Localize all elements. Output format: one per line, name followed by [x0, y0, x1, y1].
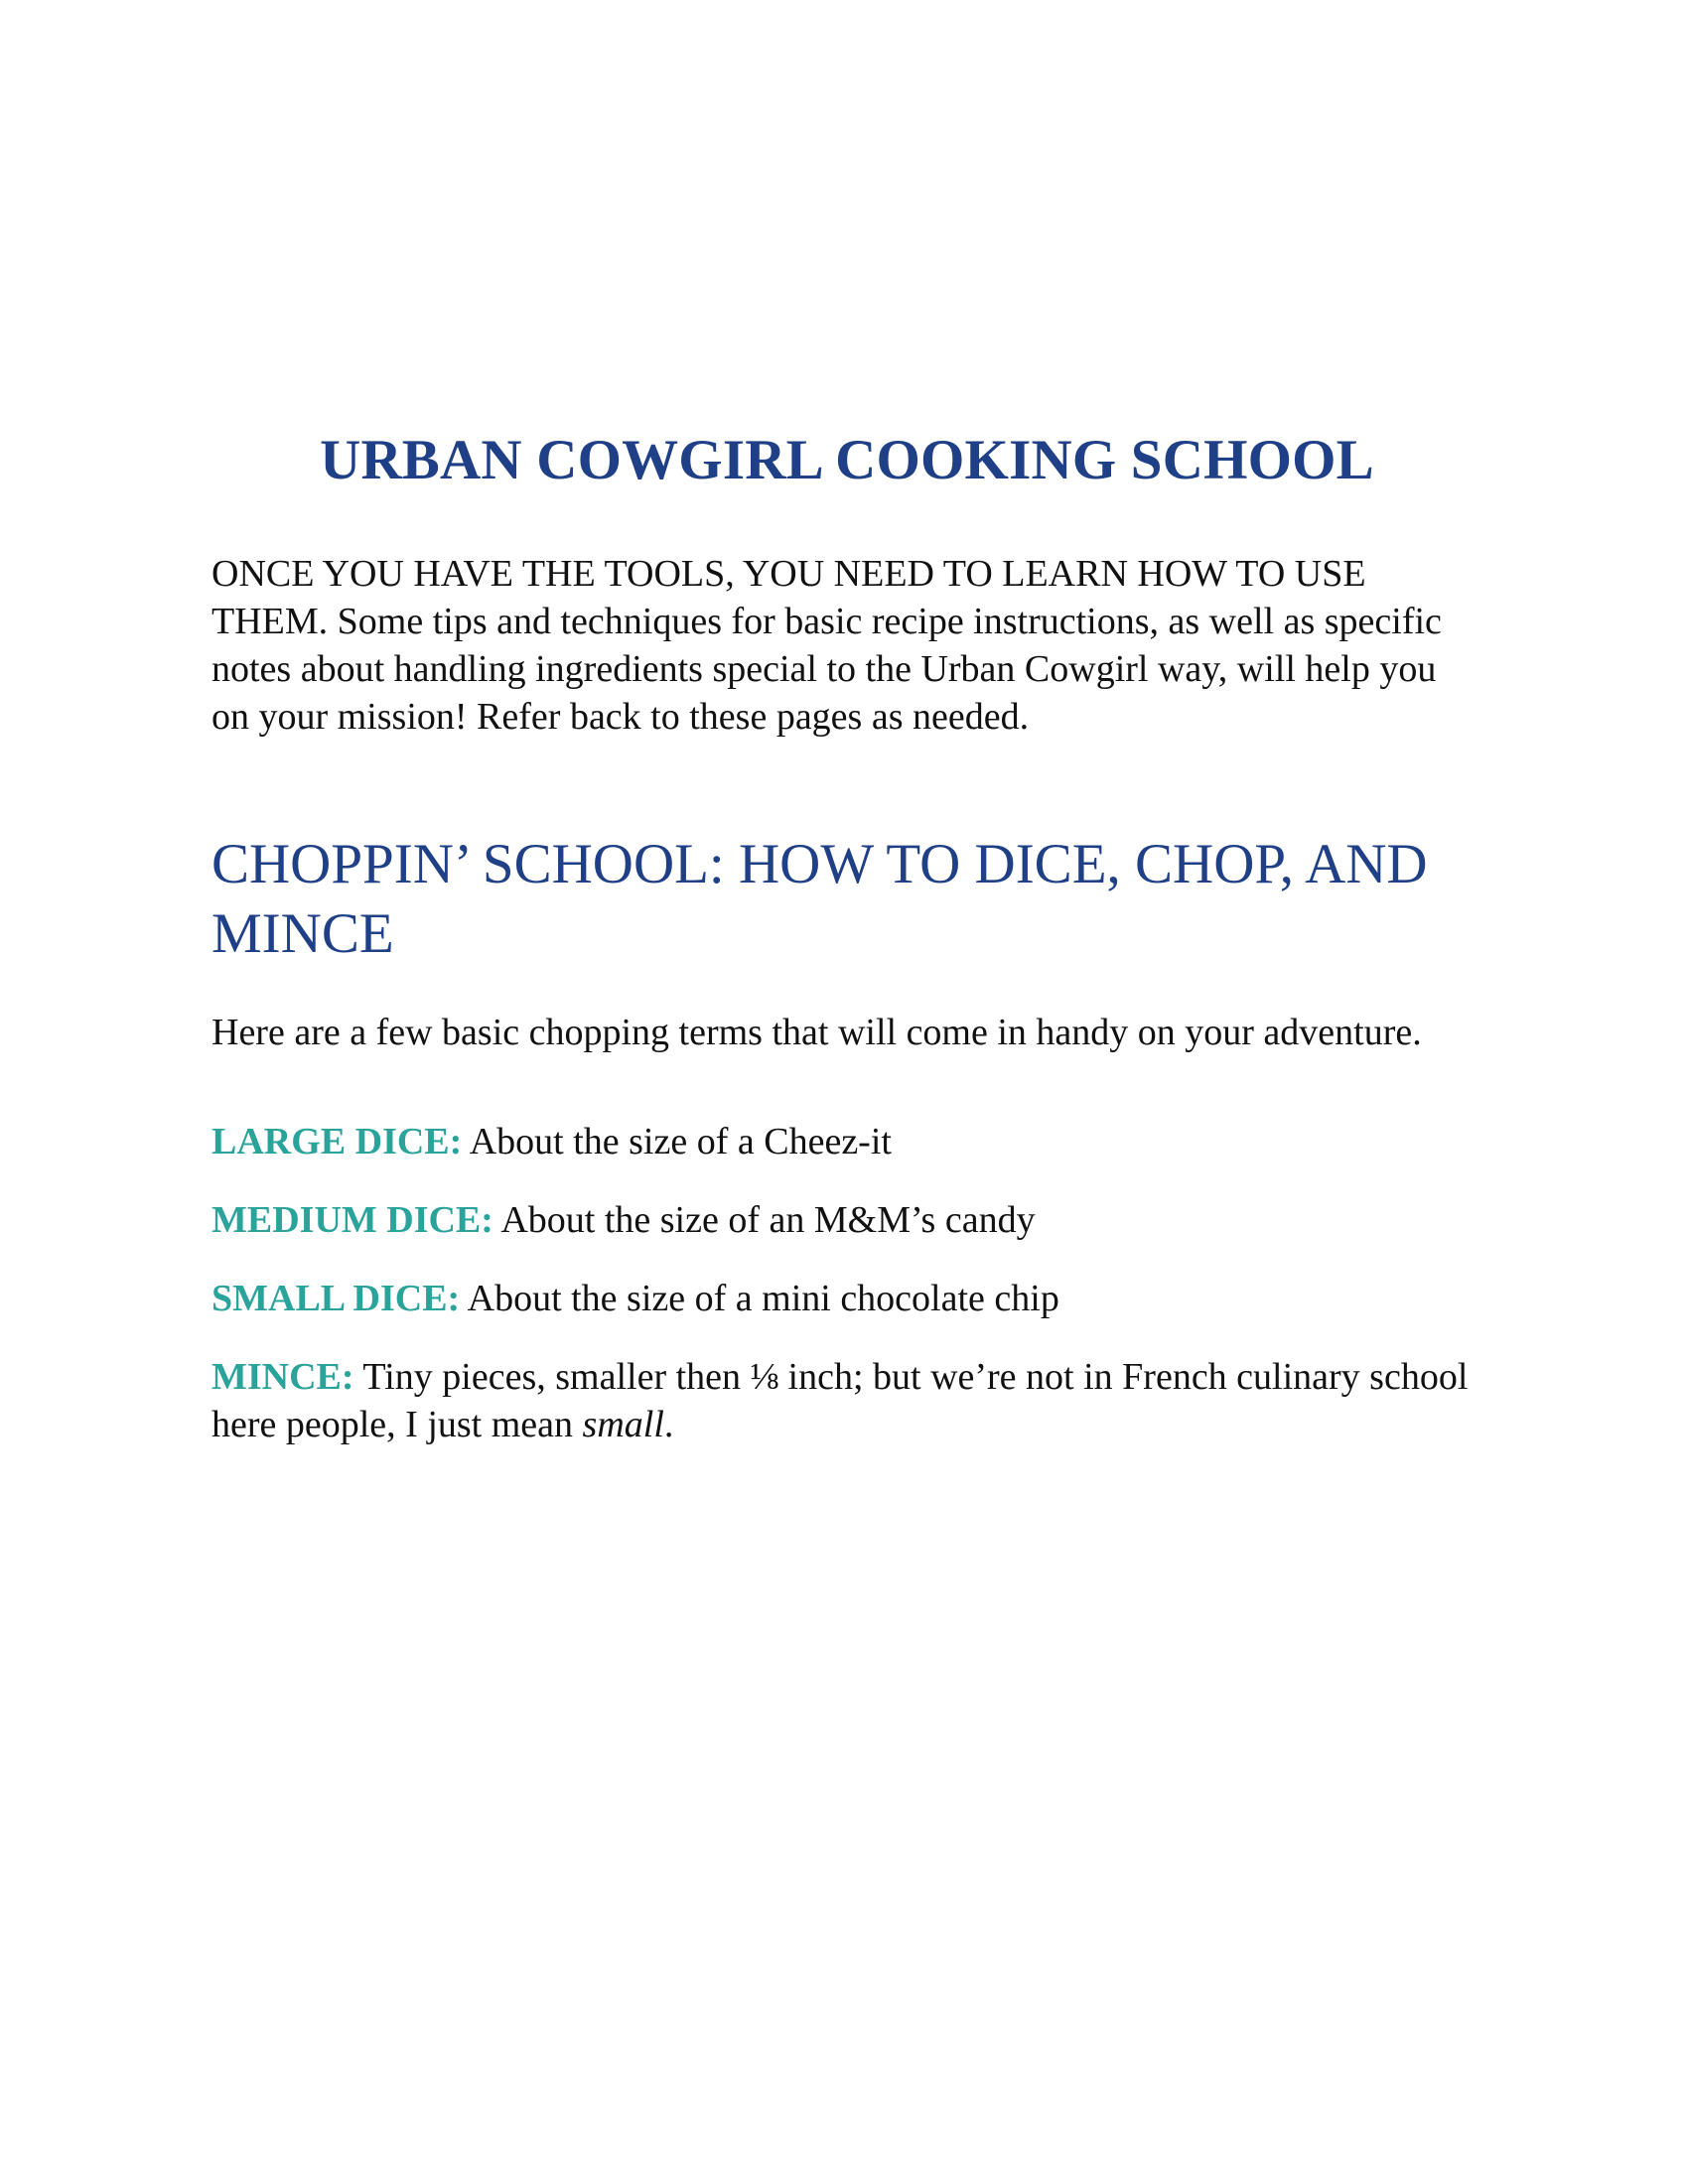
document-page: [211, 427, 1482, 1479]
term-medium-dice: [211, 1196, 1482, 1244]
term-name: MEDIUM DICE:: [211, 1199, 493, 1242]
section-intro-paragraph: Here are a few basic chopping terms that will come in handy on your adventure.: [211, 1012, 1422, 1054]
section-heading: CHOPPIN’ SCHOOL: HOW TO DICE, CHOP, AND MINCE: [211, 833, 1428, 966]
term-emphasis: small: [582, 1404, 664, 1446]
term-definition: [211, 1356, 1468, 1445]
intro-paragraph: ONCE YOU HAVE THE TOOLS, YOU NEED TO LEARN HOW TO USE THEM. Some tips and techniques for basic recipe instructions, as well as specific notes about handling ingredients special to the Urban Cowgirl way, will help you on your mission! Refer back to these pages as needed.: [211, 553, 1442, 739]
term-definition: About the size of an M&M’s candy: [500, 1199, 1036, 1242]
term-name: SMALL DICE:: [211, 1278, 461, 1320]
term-definition-text: Tiny pieces, smaller then ⅛ inch; but we’re not in French culinary school here people, I just mean: [211, 1356, 1469, 1446]
document-title: URBAN COWGIRL COOKING SCHOOL: [320, 429, 1374, 491]
term-name: LARGE DICE:: [211, 1121, 463, 1163]
term-suffix: .: [663, 1404, 674, 1446]
term-large-dice: [211, 1118, 1482, 1165]
term-name: MINCE:: [211, 1356, 354, 1399]
term-mince: [211, 1353, 1482, 1448]
term-definition: About the size of a mini chocolate chip: [467, 1278, 1059, 1320]
term-definition: About the size of a Cheez-it: [469, 1121, 892, 1163]
term-small-dice: [211, 1275, 1482, 1322]
chopping-terms-list: [211, 1118, 1482, 1448]
